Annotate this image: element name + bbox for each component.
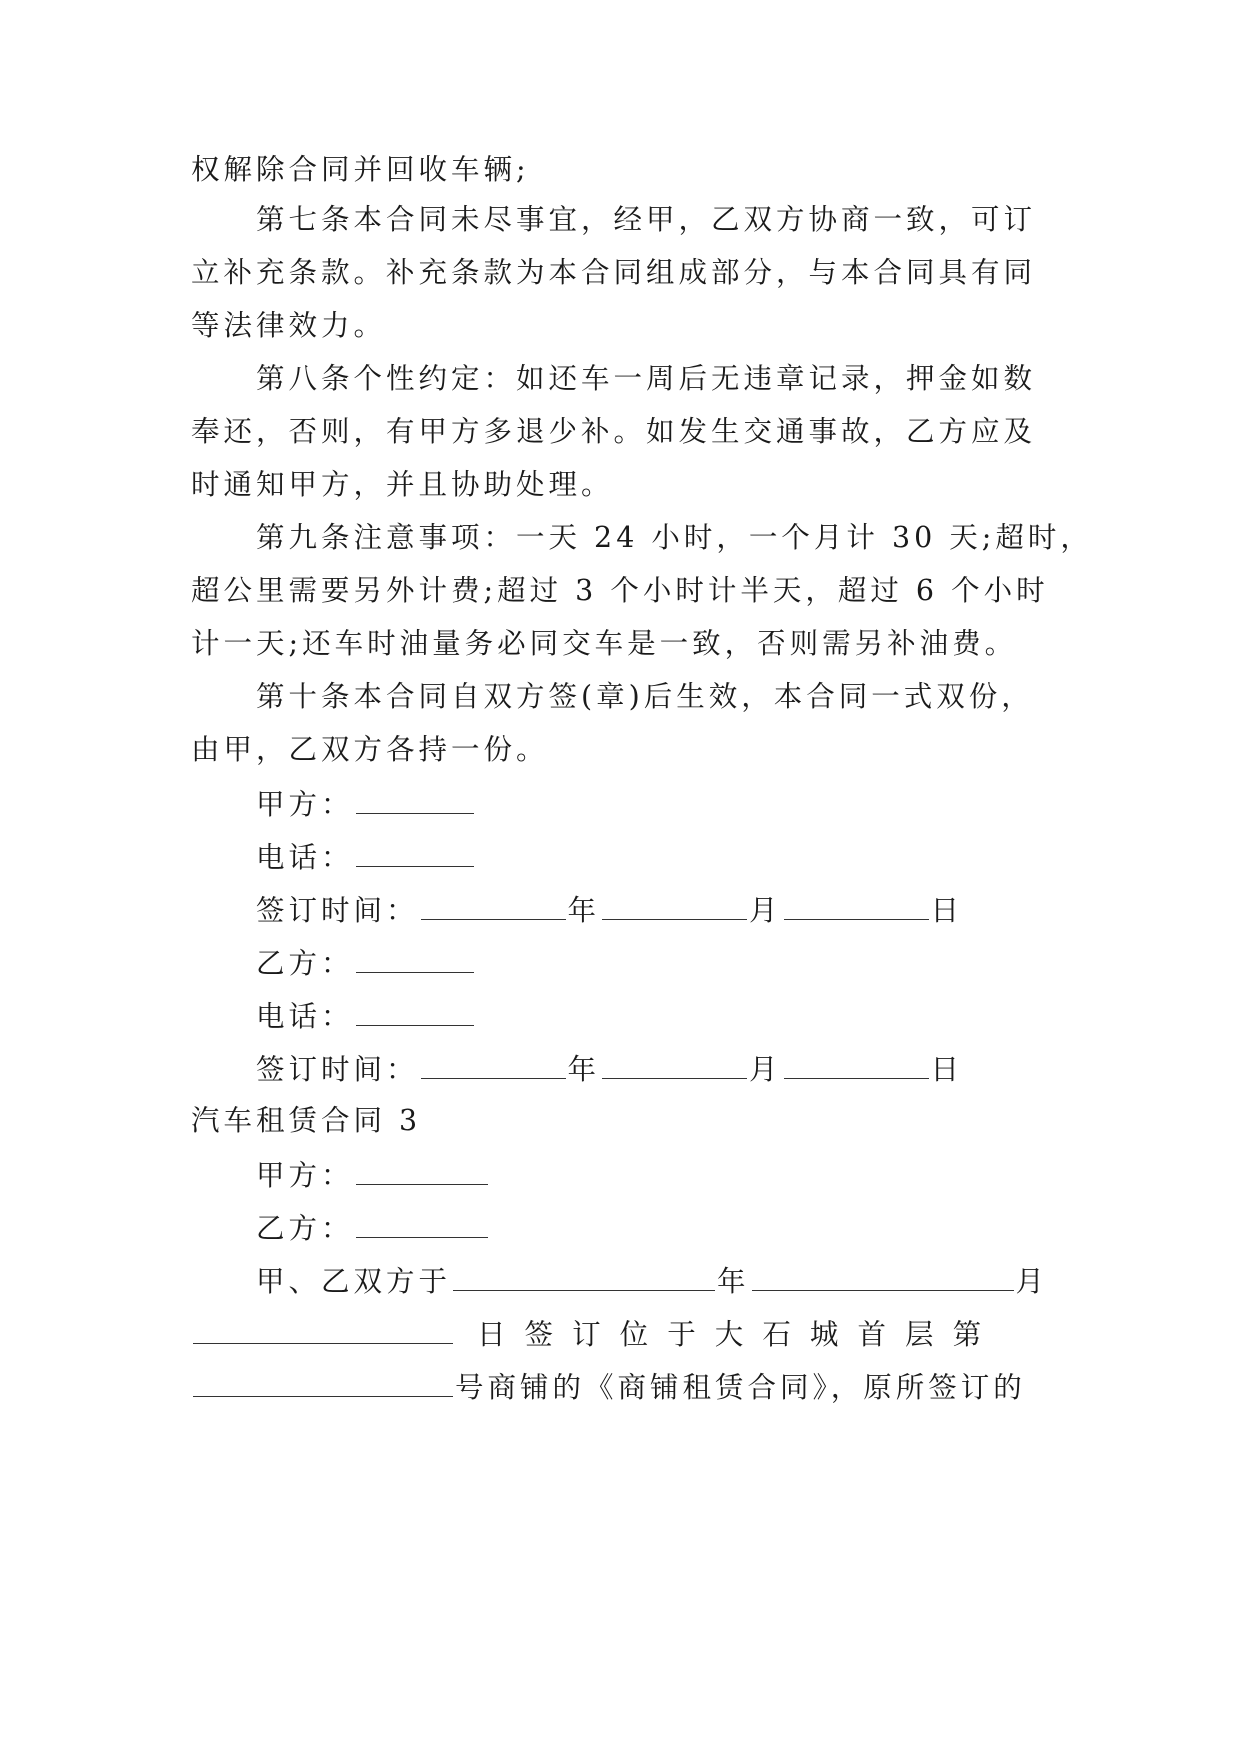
phone-b-label: 电话： [256,1000,354,1033]
month-blank [602,889,747,920]
day-label: 日 [930,894,964,927]
day-blank [784,1048,929,1079]
contract3-date-line [256,1260,1116,1302]
contract3-party-a-label: 甲方： [256,1159,354,1192]
contract3-line2-text: 日 签 订 位 于 大 石 城 首 层 第 [477,1318,987,1351]
contract3-shop-blank [193,1366,453,1397]
contract3-party-a-blank [356,1154,488,1185]
year-blank [421,889,566,920]
phone-a-line [256,836,1116,878]
contract3-line-2 [191,1313,1051,1355]
phone-a-label: 电话： [256,841,354,874]
contract3-party-a-line [256,1154,1116,1196]
contract3-day-blank [193,1313,453,1344]
paragraph-line: 立补充条款。补充条款为本合同组成部分，与本合同具有同 [191,256,1037,289]
contract3-party-b-label: 乙方： [256,1212,354,1245]
month-blank [602,1048,747,1079]
contract3-month-blank [752,1260,1014,1291]
paragraph-line: 权解除合同并回收车辆; [191,153,530,186]
day-label: 日 [930,1053,964,1086]
paragraph-line: 奉还，否则，有甲方多退少补。如发生交通事故，乙方应及 [191,415,1037,448]
paragraph-line: 第九条注意事项：一天 24 小时，一个月计 30 天;超时， [256,521,1093,554]
paragraph-line: 计一天;还车时油量务必同交车是一致，否则需另补油费。 [191,627,1018,660]
paragraph-line: 第七条本合同未尽事宜，经甲，乙双方协商一致，可订 [256,203,1037,236]
party-b-blank [356,942,474,973]
contract3-line-3 [191,1366,1051,1408]
date-a-label: 签订时间： [256,894,419,927]
year-blank [421,1048,566,1079]
date-b-line [256,1048,1116,1090]
contract3-line3-text: 号商铺的《商铺租赁合同》，原所签订的 [455,1371,1026,1404]
paragraph-line: 等法律效力。 [191,309,387,342]
day-blank [784,889,929,920]
year-label: 年 [567,894,601,927]
month-label: 月 [749,894,782,927]
section-title: 汽车租赁合同 3 [191,1104,422,1137]
phone-a-blank [356,836,474,867]
phone-b-line [256,995,1116,1037]
contract3-year-label: 年 [717,1265,750,1298]
paragraph-line: 第十条本合同自双方签(章)后生效，本合同一式双份， [256,680,1034,713]
paragraph-line: 由甲，乙双方各持一份。 [191,733,549,766]
party-b-line [256,942,1116,984]
paragraph-line: 超公里需要另外计费;超过 3 个小时计半天，超过 6 个小时 [191,574,1049,607]
date-b-label: 签订时间： [256,1053,419,1086]
date-a-line [256,889,1116,931]
contract3-party-b-line [256,1207,1116,1249]
phone-b-blank [356,995,474,1026]
party-b-label: 乙方： [256,947,354,980]
paragraph-line: 时通知甲方，并且协助处理。 [191,468,614,501]
contract3-prefix: 甲、乙双方于 [256,1265,452,1298]
contract3-party-b-blank [356,1207,488,1238]
party-a-label: 甲方： [256,788,354,821]
party-a-line [256,783,1116,825]
contract3-year-blank [453,1260,715,1291]
month-label: 月 [749,1053,782,1086]
party-a-blank [356,783,474,814]
year-label: 年 [567,1053,601,1086]
paragraph-line: 第八条个性约定：如还车一周后无违章记录，押金如数 [256,362,1037,395]
contract3-month-label: 月 [1015,1265,1049,1298]
